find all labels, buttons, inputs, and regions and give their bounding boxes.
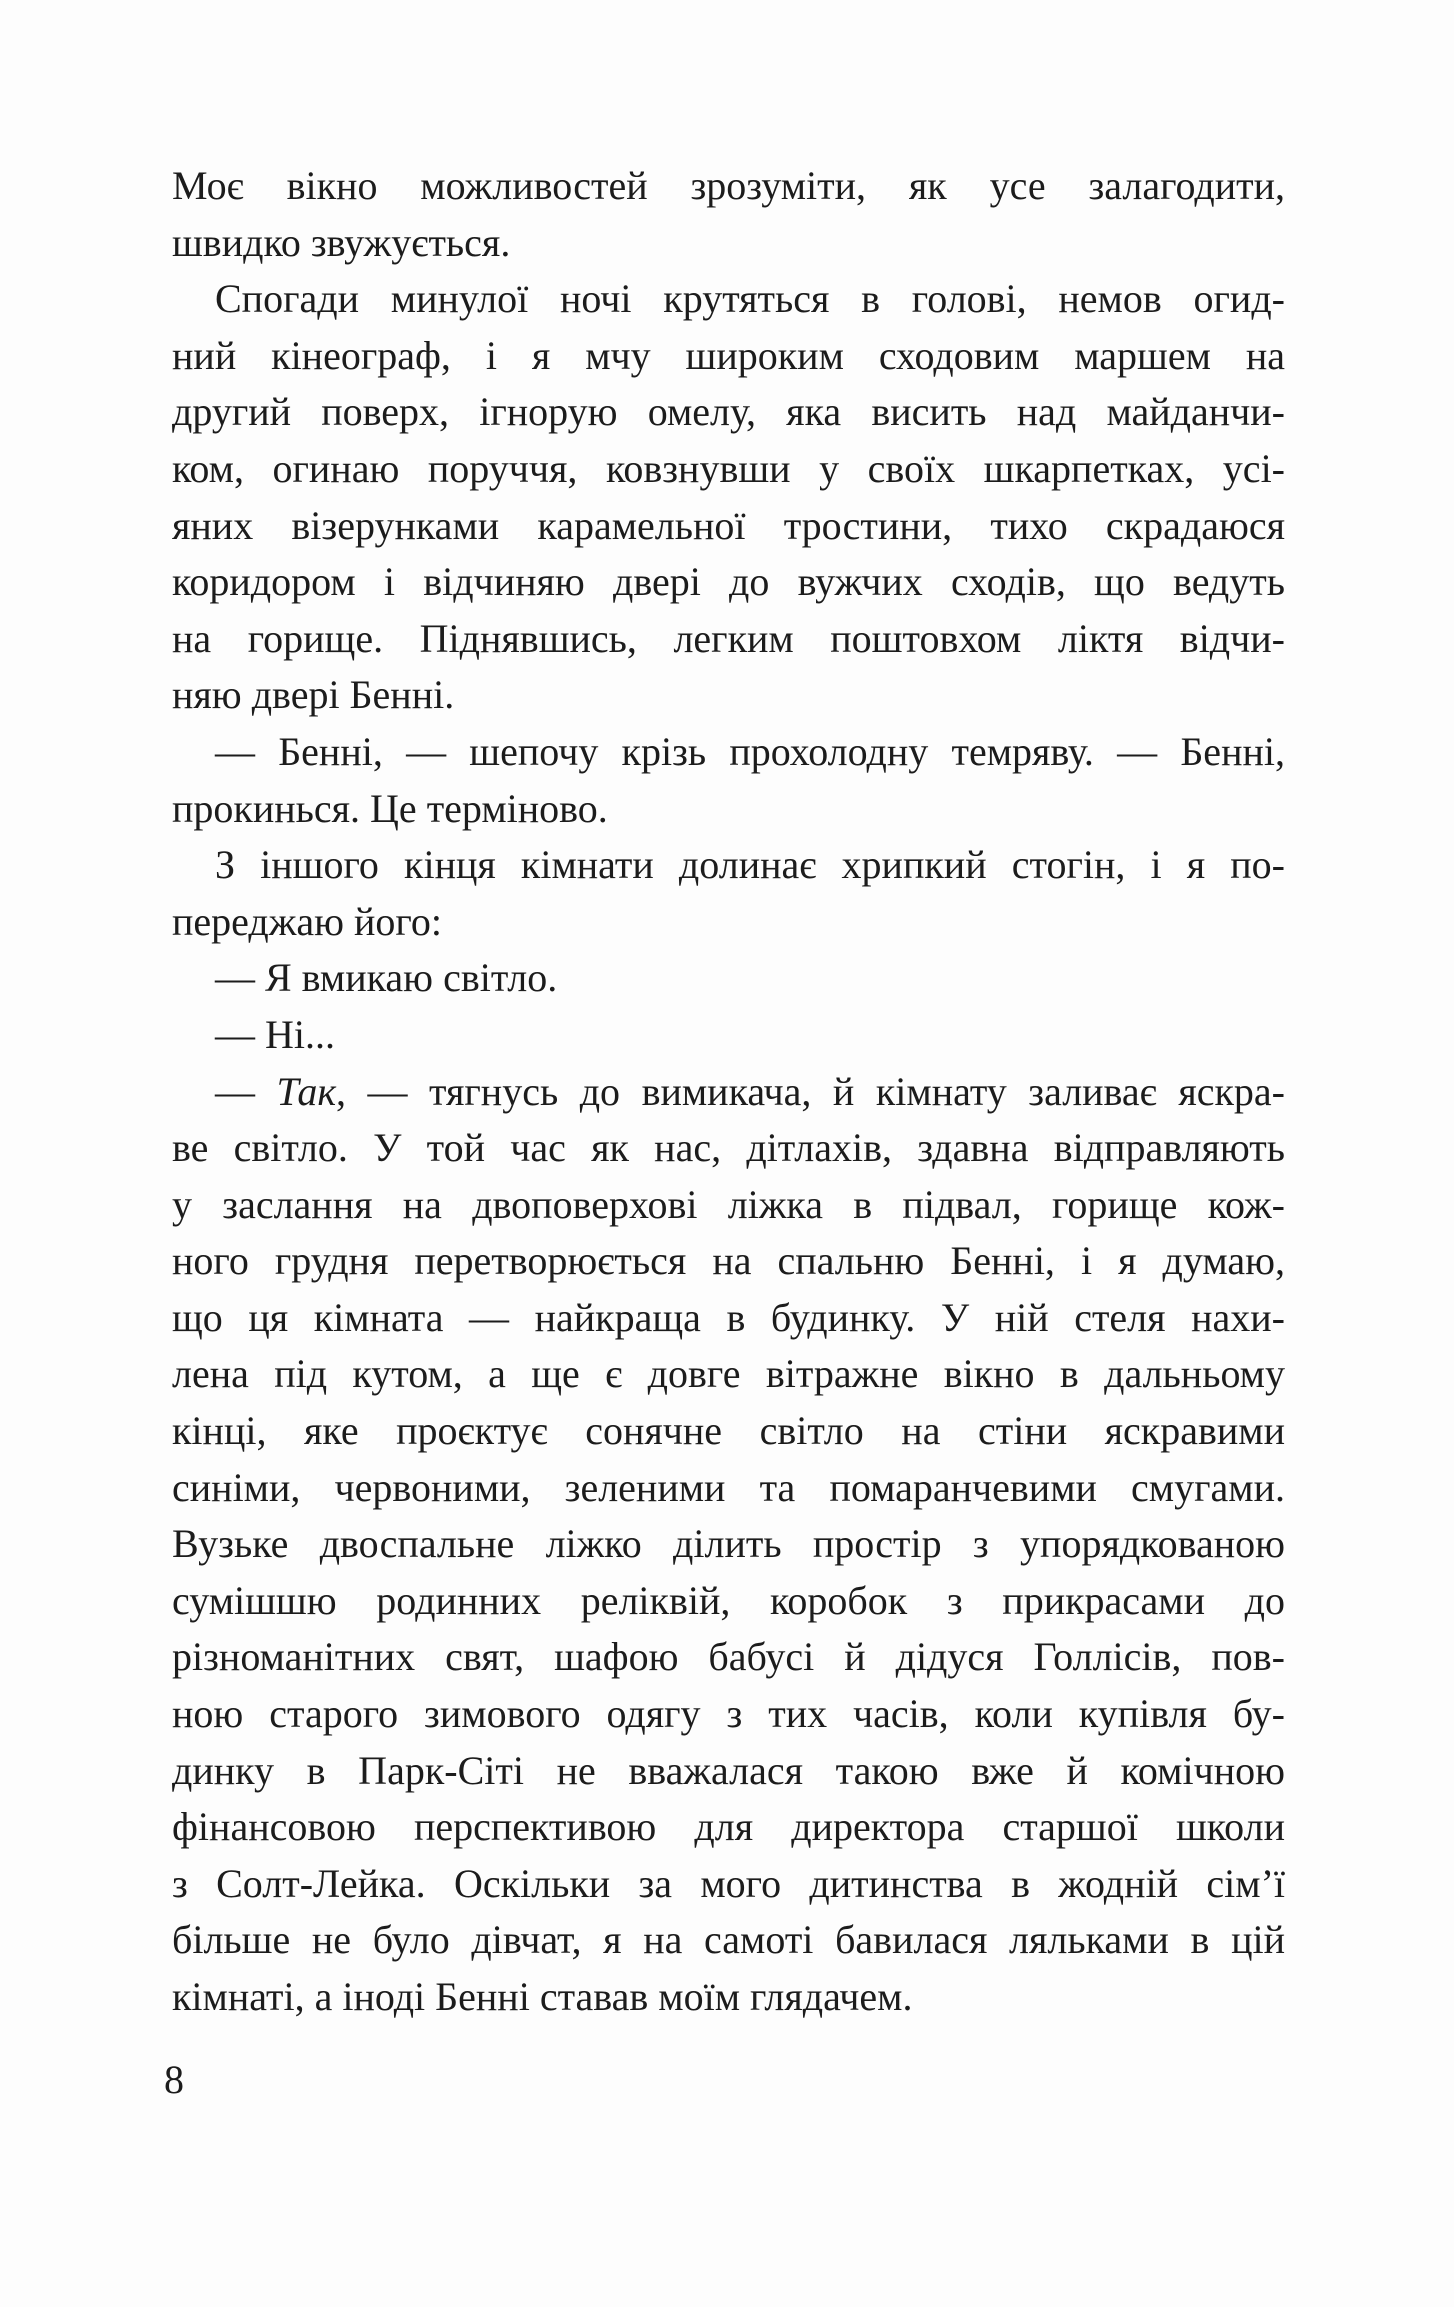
text-line bbox=[172, 1403, 1285, 1460]
text-segment: коридором і відчиняю двері до вужчих сходів, що ведуть bbox=[172, 559, 1285, 605]
text-line bbox=[172, 1969, 1285, 2026]
text-segment: лена під кутом, а ще є довге вітражне вікно в дальньому bbox=[172, 1351, 1285, 1397]
text-segment: синіми, червоними, зеленими та помаранчевими смугами. bbox=[172, 1464, 1285, 1510]
text-line bbox=[172, 1120, 1285, 1177]
text-segment: , — тягнусь до вимикача, й кімнату заливає яскра- bbox=[336, 1068, 1286, 1114]
text-segment: ною старого зимового одягу з тих часів, коли купівля бу- bbox=[172, 1691, 1285, 1737]
text-segment: — Ні... bbox=[215, 1011, 335, 1057]
text-segment: ком, огинаю поруччя, ковзнувши у своїх шкарпетках, усі- bbox=[172, 445, 1285, 491]
text-line bbox=[172, 611, 1285, 668]
text-line bbox=[172, 950, 1285, 1007]
text-segment: у заслання на двоповерхові ліжка в підвал, горище кож- bbox=[172, 1181, 1285, 1227]
text-line bbox=[172, 1290, 1285, 1347]
text-line bbox=[172, 498, 1285, 555]
text-line bbox=[172, 1516, 1285, 1573]
text-line bbox=[172, 1629, 1285, 1686]
text-line bbox=[172, 1346, 1285, 1403]
text-segment: на горище. Піднявшись, легким поштовхом ліктя відчи- bbox=[172, 615, 1285, 661]
text-segment: що ця кімната — найкраща в будинку. У ній стеля нахи- bbox=[172, 1294, 1285, 1340]
text-block bbox=[172, 158, 1285, 2026]
text-line bbox=[172, 1177, 1285, 1234]
text-segment: переджаю його: bbox=[172, 898, 442, 944]
text-line bbox=[172, 1007, 1285, 1064]
text-line bbox=[172, 1799, 1285, 1856]
text-segment: ного грудня перетворюється на спальню Бенні, і я думаю, bbox=[172, 1238, 1285, 1284]
text-segment: кімнаті, а іноді Бенні ставав моїм глядачем. bbox=[172, 1974, 913, 2019]
text-segment: прокинься. Це терміново. bbox=[172, 785, 608, 831]
italic-text-segment: Так bbox=[276, 1068, 337, 1114]
text-segment: кінці, яке проєктує сонячне світло на стіни яскравими bbox=[172, 1408, 1285, 1454]
text-line bbox=[172, 1460, 1285, 1517]
text-segment: — bbox=[215, 1068, 277, 1114]
text-segment: З іншого кінця кімнати долинає хрипкий стогін, і я по- bbox=[215, 842, 1285, 888]
text-line bbox=[172, 894, 1285, 951]
text-segment: більше не було дівчат, я на самоті бавилася ляльками в цій bbox=[172, 1917, 1285, 1963]
text-line bbox=[172, 724, 1285, 781]
text-segment: яних візерунками карамельної тростини, тихо скрадаюся bbox=[172, 502, 1285, 548]
text-line bbox=[172, 328, 1285, 385]
text-line bbox=[172, 1743, 1285, 1800]
text-segment: різноманітних свят, шафою бабусі й дідуся Голлісів, пов- bbox=[172, 1634, 1285, 1680]
text-line bbox=[172, 1573, 1285, 1630]
text-line bbox=[172, 271, 1285, 328]
text-line bbox=[172, 384, 1285, 441]
text-line bbox=[172, 215, 1285, 272]
text-segment: сумішшю родинних реліквій, коробок з прикрасами до bbox=[172, 1577, 1285, 1623]
text-line bbox=[172, 554, 1285, 611]
text-line bbox=[172, 1912, 1285, 1969]
text-segment: Спогади минулої ночі крутяться в голові, немов огид- bbox=[215, 276, 1285, 322]
text-segment: Моє вікно можливостей зрозуміти, як усе залагодити, bbox=[172, 163, 1285, 208]
text-line bbox=[172, 1856, 1285, 1913]
text-segment: динку в Парк-Сіті не вважалася такою вже й комічною bbox=[172, 1747, 1285, 1793]
text-segment: няю двері Бенні. bbox=[172, 672, 455, 718]
text-line bbox=[172, 158, 1285, 215]
text-segment: ний кінеограф, і я мчу широким сходовим маршем на bbox=[172, 332, 1285, 378]
text-line bbox=[172, 441, 1285, 498]
text-segment: другий поверх, ігнорую омелу, яка висить над майданчи- bbox=[172, 389, 1285, 435]
page-number: 8 bbox=[164, 2057, 184, 2102]
text-segment: Вузьке двоспальне ліжко ділить простір з упорядкованою bbox=[172, 1521, 1285, 1567]
text-line bbox=[172, 781, 1285, 838]
text-segment: — Бенні, — шепочу крізь прохолодну темряву. — Бенні, bbox=[215, 728, 1285, 774]
text-segment: фінансовою перспективою для директора старшої школи bbox=[172, 1804, 1285, 1850]
text-segment: швидко звужується. bbox=[172, 219, 511, 265]
text-line bbox=[172, 1064, 1285, 1121]
text-segment: — Я вмикаю світло. bbox=[215, 955, 558, 1001]
text-line bbox=[172, 667, 1285, 724]
text-line bbox=[172, 837, 1285, 894]
text-segment: ве світло. У той час як нас, дітлахів, здавна відправляють bbox=[172, 1125, 1285, 1171]
text-line bbox=[172, 1686, 1285, 1743]
text-segment: з Солт-Лейка. Оскільки за мого дитинства в жодній сім’ї bbox=[172, 1860, 1285, 1906]
text-line bbox=[172, 1233, 1285, 1290]
